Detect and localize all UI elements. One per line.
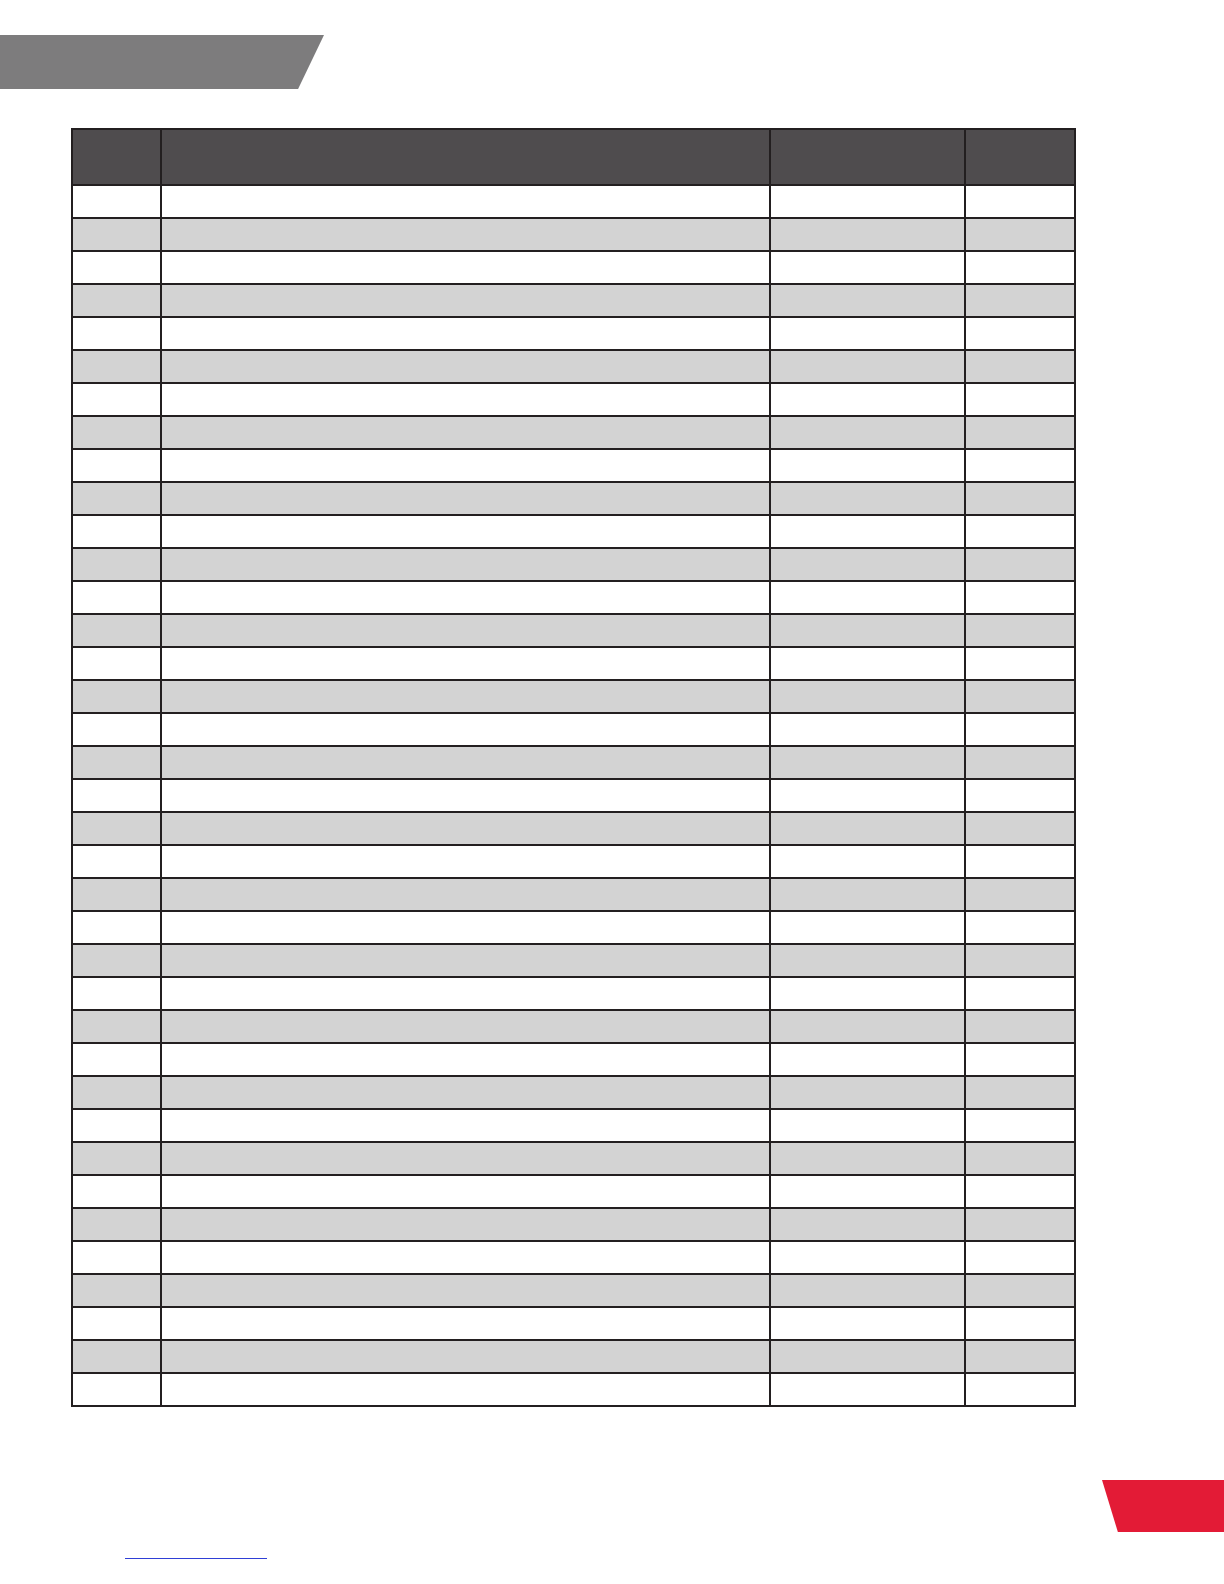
table-cell [72, 1241, 161, 1274]
table-cell [965, 977, 1075, 1010]
table-row [72, 416, 1075, 449]
table-cell [72, 515, 161, 548]
table-row [72, 680, 1075, 713]
table-cell [72, 482, 161, 515]
page-corner-badge [1102, 1480, 1224, 1532]
table-cell [770, 878, 965, 911]
table-row [72, 1175, 1075, 1208]
table-cell [161, 548, 770, 581]
table-cell [161, 251, 770, 284]
table-cell [965, 1043, 1075, 1076]
table-cell [770, 911, 965, 944]
table-cell [965, 1109, 1075, 1142]
table-cell [770, 383, 965, 416]
table-cell [770, 845, 965, 878]
table-cell [161, 1307, 770, 1340]
table-cell [72, 845, 161, 878]
table-cell [72, 878, 161, 911]
table-cell [770, 680, 965, 713]
table-cell [72, 218, 161, 251]
footer-link-underline[interactable] [125, 1558, 267, 1559]
table-row [72, 779, 1075, 812]
table-cell [72, 1175, 161, 1208]
table-row [72, 812, 1075, 845]
table-row [72, 515, 1075, 548]
table-cell [72, 713, 161, 746]
table-row [72, 977, 1075, 1010]
table-cell [770, 647, 965, 680]
table-cell [965, 1340, 1075, 1373]
table-cell [161, 218, 770, 251]
table-row [72, 1076, 1075, 1109]
table-row [72, 713, 1075, 746]
table-cell [770, 1373, 965, 1406]
table-cell [770, 1241, 965, 1274]
table-cell [72, 614, 161, 647]
table-cell [72, 284, 161, 317]
table-cell [161, 1010, 770, 1043]
table-row [72, 1142, 1075, 1175]
table-cell [72, 812, 161, 845]
table-cell [72, 185, 161, 218]
table-cell [965, 581, 1075, 614]
table-cell [72, 779, 161, 812]
table-cell [72, 680, 161, 713]
table-cell [965, 1373, 1075, 1406]
table-cell [161, 845, 770, 878]
table-cell [770, 977, 965, 1010]
table-cell [161, 383, 770, 416]
table-cell [161, 416, 770, 449]
table-header-row [72, 129, 1075, 185]
table-cell [965, 350, 1075, 383]
table-cell [770, 1175, 965, 1208]
table-cell [161, 1142, 770, 1175]
table-cell [770, 482, 965, 515]
table-cell [770, 779, 965, 812]
table-cell [161, 449, 770, 482]
table-row [72, 1109, 1075, 1142]
table-cell [161, 779, 770, 812]
table-cell [161, 1241, 770, 1274]
table-cell [965, 713, 1075, 746]
table-cell [161, 1373, 770, 1406]
table-cell [770, 1043, 965, 1076]
table-cell [770, 1076, 965, 1109]
table-cell [770, 1142, 965, 1175]
table-row [72, 1373, 1075, 1406]
table-cell [72, 416, 161, 449]
table-cell [965, 1208, 1075, 1241]
table-cell [161, 812, 770, 845]
table-cell [72, 1340, 161, 1373]
table-cell [161, 284, 770, 317]
header-cell-4 [965, 129, 1075, 185]
table-cell [72, 581, 161, 614]
table-cell [770, 548, 965, 581]
table-cell [72, 1076, 161, 1109]
table-cell [161, 1076, 770, 1109]
table-cell [161, 482, 770, 515]
table-row [72, 878, 1075, 911]
table-cell [965, 911, 1075, 944]
table-cell [965, 284, 1075, 317]
table-cell [965, 878, 1075, 911]
table-cell [770, 284, 965, 317]
table-cell [965, 746, 1075, 779]
table-cell [72, 1373, 161, 1406]
table-cell [161, 1340, 770, 1373]
table-cell [965, 680, 1075, 713]
table-cell [72, 1109, 161, 1142]
table-cell [72, 1274, 161, 1307]
table-cell [770, 317, 965, 350]
table-cell [72, 911, 161, 944]
table-cell [72, 1010, 161, 1043]
table-cell [965, 1076, 1075, 1109]
table-row [72, 185, 1075, 218]
table-cell [965, 1175, 1075, 1208]
table-cell [72, 449, 161, 482]
table-cell [161, 1208, 770, 1241]
table-cell [161, 713, 770, 746]
table-cell [770, 185, 965, 218]
table-cell [965, 515, 1075, 548]
table-cell [770, 1307, 965, 1340]
table-row [72, 284, 1075, 317]
table-cell [161, 614, 770, 647]
table-cell [770, 1340, 965, 1373]
table-cell [965, 1274, 1075, 1307]
table-cell [770, 449, 965, 482]
table-row [72, 1010, 1075, 1043]
table-cell [770, 713, 965, 746]
table-row [72, 911, 1075, 944]
table-cell [161, 1109, 770, 1142]
table-cell [161, 350, 770, 383]
table-cell [72, 944, 161, 977]
table-cell [770, 1010, 965, 1043]
table-cell [72, 1142, 161, 1175]
table-row [72, 251, 1075, 284]
table-row [72, 614, 1075, 647]
blank-log-table [71, 128, 1076, 1407]
table-cell [965, 449, 1075, 482]
table-cell [965, 317, 1075, 350]
table-row [72, 1208, 1075, 1241]
table-cell [72, 1043, 161, 1076]
table-cell [770, 515, 965, 548]
table-cell [965, 251, 1075, 284]
table-cell [161, 944, 770, 977]
table-cell [965, 845, 1075, 878]
table-row [72, 746, 1075, 779]
table-row [72, 548, 1075, 581]
table-row [72, 1307, 1075, 1340]
table-row [72, 449, 1075, 482]
table-cell [72, 977, 161, 1010]
table-cell [770, 350, 965, 383]
table-row [72, 383, 1075, 416]
table-row [72, 944, 1075, 977]
table-cell [161, 581, 770, 614]
table-cell [965, 1142, 1075, 1175]
table-cell [72, 383, 161, 416]
table-cell [161, 977, 770, 1010]
table-cell [72, 1208, 161, 1241]
table-cell [770, 1109, 965, 1142]
table-cell [770, 812, 965, 845]
table-cell [965, 185, 1075, 218]
table-cell [965, 779, 1075, 812]
table-cell [770, 1274, 965, 1307]
table-cell [161, 1043, 770, 1076]
table-cell [770, 416, 965, 449]
table-cell [161, 746, 770, 779]
table-cell [770, 1208, 965, 1241]
table-cell [72, 350, 161, 383]
table-cell [770, 944, 965, 977]
table-cell [965, 548, 1075, 581]
table-cell [965, 1010, 1075, 1043]
table-cell [965, 614, 1075, 647]
table-cell [161, 647, 770, 680]
table-cell [965, 1241, 1075, 1274]
table-cell [161, 1274, 770, 1307]
table-cell [72, 548, 161, 581]
table-row [72, 1340, 1075, 1373]
table-cell [965, 218, 1075, 251]
table-cell [72, 647, 161, 680]
table-row [72, 218, 1075, 251]
table-row [72, 647, 1075, 680]
table-cell [72, 317, 161, 350]
section-header-tab [0, 35, 324, 89]
table-row [72, 845, 1075, 878]
table-cell [965, 812, 1075, 845]
table-cell [965, 383, 1075, 416]
table-row [72, 1274, 1075, 1307]
table-cell [72, 1307, 161, 1340]
table-cell [965, 1307, 1075, 1340]
table-cell [161, 317, 770, 350]
table-row [72, 350, 1075, 383]
table-cell [965, 647, 1075, 680]
table-row [72, 482, 1075, 515]
table-cell [965, 482, 1075, 515]
table-cell [770, 251, 965, 284]
table-cell [72, 251, 161, 284]
table-cell [770, 746, 965, 779]
table-row [72, 317, 1075, 350]
table-cell [965, 944, 1075, 977]
header-cell-1 [72, 129, 161, 185]
table-cell [161, 911, 770, 944]
table-cell [161, 515, 770, 548]
table-row [72, 581, 1075, 614]
table-row [72, 1043, 1075, 1076]
header-cell-3 [770, 129, 965, 185]
table-body [72, 185, 1075, 1406]
table-cell [965, 416, 1075, 449]
table-cell [72, 746, 161, 779]
table-cell [770, 614, 965, 647]
table-cell [161, 185, 770, 218]
header-cell-2 [161, 129, 770, 185]
table-cell [161, 680, 770, 713]
table-cell [770, 218, 965, 251]
table-row [72, 1241, 1075, 1274]
table-cell [770, 581, 965, 614]
table-cell [161, 878, 770, 911]
table-cell [161, 1175, 770, 1208]
